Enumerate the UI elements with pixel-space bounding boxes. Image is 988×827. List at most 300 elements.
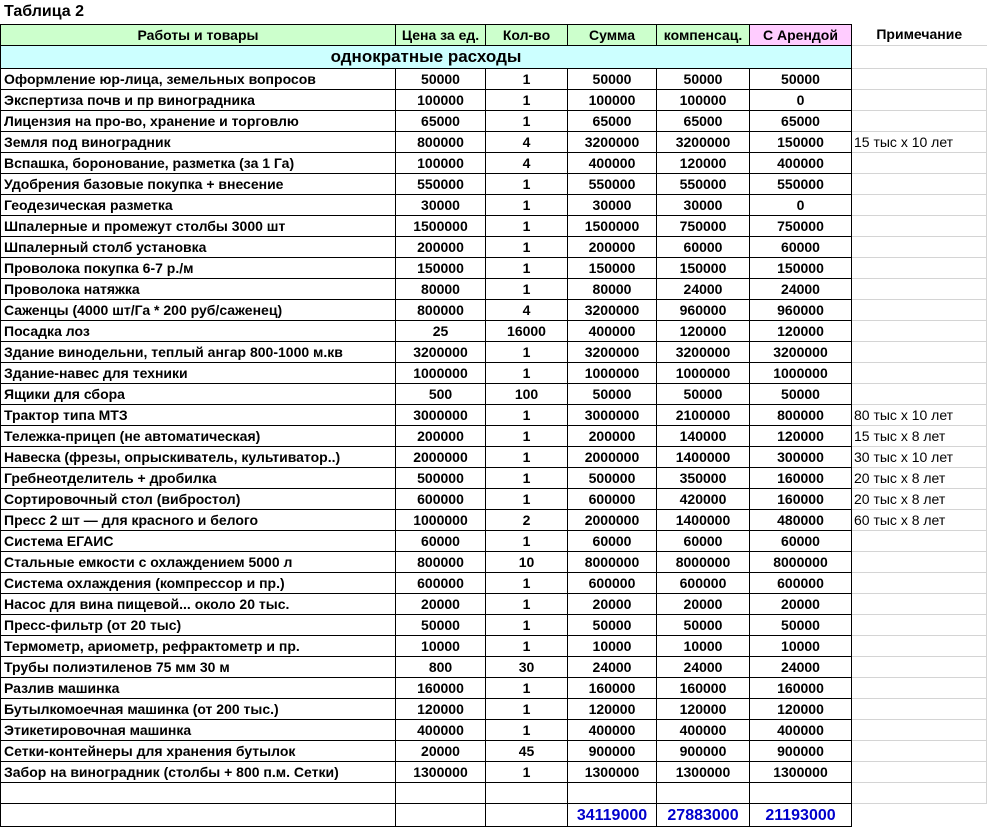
header-row [1,25,987,46]
cell-note[interactable] [852,216,987,237]
cell-price[interactable]: 100000 [396,153,486,174]
cell-qty[interactable]: 16000 [486,321,568,342]
cell-rent[interactable]: 60000 [750,237,852,258]
cell-comp[interactable]: 50000 [657,69,750,90]
total-rent[interactable]: 21193000 [750,804,852,827]
cell-name[interactable]: Удобрения базовые покупка + внесение [1,174,396,195]
cell-comp[interactable]: 400000 [657,720,750,741]
cell-price[interactable]: 10000 [396,636,486,657]
cell-price[interactable]: 2000000 [396,447,486,468]
cell-sum[interactable]: 400000 [568,720,657,741]
cell-note[interactable] [852,657,987,678]
cell-qty[interactable]: 1 [486,342,568,363]
cell-rent[interactable]: 150000 [750,132,852,153]
cell-price[interactable]: 20000 [396,594,486,615]
cell-rent[interactable]: 960000 [750,300,852,321]
cell-price[interactable]: 500000 [396,468,486,489]
cell-rent[interactable]: 480000 [750,510,852,531]
cell-sum[interactable]: 400000 [568,153,657,174]
table-row [1,678,987,699]
cell-comp[interactable]: 100000 [657,90,750,111]
cell-sum[interactable]: 50000 [568,384,657,405]
cell-comp[interactable]: 1300000 [657,762,750,783]
cell-name[interactable]: Пресс-фильтр (от 20 тыс) [1,615,396,636]
col-header-name[interactable]: Работы и товары [1,25,396,46]
cell-qty[interactable]: 30 [486,657,568,678]
cell-name[interactable]: Термометр, ариометр, рефрактометр и пр. [1,636,396,657]
cell-name[interactable]: Пресс 2 шт — для красного и белого [1,510,396,531]
cell-note[interactable] [852,573,987,594]
cell-sum[interactable]: 600000 [568,573,657,594]
cell-sum[interactable]: 100000 [568,90,657,111]
cell-qty[interactable]: 1 [486,90,568,111]
cell-price[interactable]: 80000 [396,279,486,300]
cell-sum[interactable]: 20000 [568,594,657,615]
cell-name[interactable]: Саженцы (4000 шт/Га * 200 руб/саженец) [1,300,396,321]
cell-sum[interactable]: 3000000 [568,405,657,426]
cell-name[interactable]: Бутылкомоечная машинка (от 200 тыс.) [1,699,396,720]
cell-sum[interactable]: 150000 [568,258,657,279]
cell-name[interactable]: Здание винодельни, теплый ангар 800-1000 м.кв [1,342,396,363]
cell-qty[interactable]: 4 [486,300,568,321]
col-header-comp[interactable]: компенсац. [657,25,750,46]
cell-comp[interactable]: 8000000 [657,552,750,573]
cell-name[interactable]: Тележка-прицеп (не автоматическая) [1,426,396,447]
cell-qty[interactable]: 1 [486,174,568,195]
table-row [1,363,987,384]
cell-name[interactable]: Шпалерные и промежут столбы 3000 шт [1,216,396,237]
cell-comp[interactable]: 1000000 [657,363,750,384]
cell-sum[interactable]: 50000 [568,69,657,90]
cell-name[interactable]: Земля под виноградник [1,132,396,153]
cell-price[interactable]: 25 [396,321,486,342]
col-header-sum[interactable]: Сумма [568,25,657,46]
table-row [1,741,987,762]
cell-note[interactable] [852,237,987,258]
cell-qty[interactable]: 10 [486,552,568,573]
table-row [1,510,987,531]
table-row [1,426,987,447]
cell-comp[interactable]: 120000 [657,321,750,342]
cell-note[interactable] [852,552,987,573]
cell-price[interactable]: 3000000 [396,405,486,426]
cell-rent[interactable]: 1000000 [750,363,852,384]
cell-note[interactable]: 80 тыс х 10 лет [852,405,987,426]
cell-sum[interactable]: 50000 [568,615,657,636]
cell-qty[interactable]: 4 [486,153,568,174]
table-row [1,321,987,342]
cell-note[interactable] [852,384,987,405]
cell-note[interactable] [852,321,987,342]
cell-note[interactable] [852,90,987,111]
cell-note[interactable]: 60 тыс х 8 лет [852,510,987,531]
total-empty-qty[interactable] [486,804,568,827]
col-header-rent[interactable]: С Арендой [750,25,852,46]
cell-price[interactable]: 800000 [396,132,486,153]
cell-rent[interactable]: 400000 [750,720,852,741]
totals-row [1,804,987,827]
cell-rent[interactable]: 50000 [750,384,852,405]
cell-qty[interactable]: 2 [486,510,568,531]
cell-price[interactable]: 800000 [396,300,486,321]
cell-comp[interactable]: 24000 [657,279,750,300]
table-row [1,552,987,573]
cell-qty[interactable]: 1 [486,216,568,237]
section-note-cell[interactable] [852,46,987,69]
cell-name[interactable]: Вспашка, боронование, разметка (за 1 Га) [1,153,396,174]
cell-sum[interactable]: 400000 [568,321,657,342]
cell-comp[interactable]: 900000 [657,741,750,762]
cell-note[interactable] [852,636,987,657]
cell-note[interactable] [852,762,987,783]
cell-qty[interactable]: 1 [486,678,568,699]
cell-note[interactable] [852,678,987,699]
section-row [1,46,987,69]
col-header-qty[interactable]: Кол-во [486,25,568,46]
cell-note[interactable] [852,174,987,195]
cell-price[interactable]: 50000 [396,69,486,90]
cell-sum[interactable]: 160000 [568,678,657,699]
empty-cell[interactable] [1,783,396,804]
table-row [1,657,987,678]
table-row [1,279,987,300]
cell-price[interactable]: 200000 [396,426,486,447]
table-row [1,69,987,90]
cell-rent[interactable]: 50000 [750,615,852,636]
cell-sum[interactable]: 1300000 [568,762,657,783]
cell-qty[interactable]: 1 [486,573,568,594]
cell-rent[interactable]: 120000 [750,426,852,447]
table-row [1,615,987,636]
cell-price[interactable]: 600000 [396,489,486,510]
cell-qty[interactable]: 1 [486,69,568,90]
table-row [1,720,987,741]
cell-qty[interactable]: 1 [486,594,568,615]
cell-qty[interactable]: 1 [486,111,568,132]
table-row [1,384,987,405]
cell-note[interactable] [852,594,987,615]
cell-sum[interactable]: 200000 [568,426,657,447]
cell-qty[interactable]: 1 [486,762,568,783]
cell-rent[interactable]: 160000 [750,468,852,489]
cell-name[interactable]: Проволока покупка 6-7 р./м [1,258,396,279]
cell-price[interactable]: 65000 [396,111,486,132]
cell-rent[interactable]: 0 [750,195,852,216]
col-header-price[interactable]: Цена за ед. [396,25,486,46]
cell-sum[interactable]: 900000 [568,741,657,762]
cell-note[interactable] [852,699,987,720]
cell-note[interactable]: 20 тыс х 8 лет [852,489,987,510]
cell-sum[interactable]: 60000 [568,531,657,552]
cell-sum[interactable]: 30000 [568,195,657,216]
cell-comp[interactable]: 2100000 [657,405,750,426]
cell-price[interactable]: 550000 [396,174,486,195]
cell-name[interactable]: Оформление юр-лица, земельных вопросов [1,69,396,90]
cell-price[interactable]: 1500000 [396,216,486,237]
cell-sum[interactable]: 200000 [568,237,657,258]
cell-note[interactable] [852,111,987,132]
cell-price[interactable]: 20000 [396,741,486,762]
cell-qty[interactable]: 1 [486,636,568,657]
empty-cell[interactable] [396,783,486,804]
table-row [1,447,987,468]
cell-comp[interactable]: 160000 [657,678,750,699]
cell-comp[interactable]: 600000 [657,573,750,594]
empty-cell[interactable] [852,783,987,804]
table-row [1,699,987,720]
cell-note[interactable]: 20 тыс х 8 лет [852,468,987,489]
cell-note[interactable] [852,279,987,300]
cell-rent[interactable]: 600000 [750,573,852,594]
cell-name[interactable]: Сортировочный стол (вибростол) [1,489,396,510]
table-row [1,342,987,363]
cell-qty[interactable]: 1 [486,426,568,447]
cell-sum[interactable]: 3200000 [568,342,657,363]
table-row [1,216,987,237]
total-empty-price[interactable] [396,804,486,827]
cell-sum[interactable]: 1000000 [568,363,657,384]
cell-price[interactable]: 60000 [396,531,486,552]
cell-sum[interactable]: 550000 [568,174,657,195]
table-row [1,153,987,174]
cell-name[interactable]: Система ЕГАИС [1,531,396,552]
cell-qty[interactable]: 1 [486,237,568,258]
cell-note[interactable]: 30 тыс х 10 лет [852,447,987,468]
cell-sum[interactable]: 65000 [568,111,657,132]
cell-comp[interactable]: 10000 [657,636,750,657]
cell-comp[interactable]: 3200000 [657,342,750,363]
cell-qty[interactable]: 1 [486,720,568,741]
cell-name[interactable]: Разлив машинка [1,678,396,699]
cell-note[interactable] [852,615,987,636]
cell-rent[interactable]: 10000 [750,636,852,657]
cell-rent[interactable]: 24000 [750,657,852,678]
cell-note[interactable] [852,342,987,363]
cell-comp[interactable]: 150000 [657,258,750,279]
cell-comp[interactable]: 1400000 [657,510,750,531]
cell-rent[interactable]: 60000 [750,531,852,552]
cell-comp[interactable]: 60000 [657,237,750,258]
cell-comp[interactable]: 30000 [657,195,750,216]
empty-cell[interactable] [486,783,568,804]
cell-note[interactable] [852,531,987,552]
cost-table [0,24,987,827]
cell-rent[interactable]: 300000 [750,447,852,468]
cell-sum[interactable]: 10000 [568,636,657,657]
sheet-title: Таблица 2 [4,3,85,20]
col-header-note[interactable]: Примечание [852,25,987,46]
cell-price[interactable]: 1000000 [396,510,486,531]
cell-comp[interactable]: 420000 [657,489,750,510]
cell-price[interactable]: 150000 [396,258,486,279]
cell-qty[interactable]: 1 [486,195,568,216]
cell-name[interactable]: Здание-навес для техники [1,363,396,384]
cell-comp[interactable]: 50000 [657,384,750,405]
cell-qty[interactable]: 1 [486,489,568,510]
cell-comp[interactable]: 20000 [657,594,750,615]
cell-rent[interactable]: 160000 [750,678,852,699]
cell-comp[interactable]: 24000 [657,657,750,678]
cell-rent[interactable]: 65000 [750,111,852,132]
cell-note[interactable] [852,300,987,321]
cell-qty[interactable]: 1 [486,405,568,426]
table-row [1,489,987,510]
cell-note[interactable]: 15 тыс х 10 лет [852,132,987,153]
table-row [1,195,987,216]
cell-rent[interactable]: 800000 [750,405,852,426]
cell-name[interactable]: Трубы полиэтиленов 75 мм 30 м [1,657,396,678]
cell-price[interactable]: 400000 [396,720,486,741]
cell-price[interactable]: 120000 [396,699,486,720]
cell-sum[interactable]: 24000 [568,657,657,678]
cell-sum[interactable]: 80000 [568,279,657,300]
table-row [1,258,987,279]
cell-name[interactable]: Лицензия на про-во, хранение и торговлю [1,111,396,132]
cell-note[interactable]: 15 тыс х 8 лет [852,426,987,447]
cell-comp[interactable]: 350000 [657,468,750,489]
total-sum[interactable]: 34119000 [568,804,657,827]
cell-comp[interactable]: 120000 [657,699,750,720]
cell-rent[interactable]: 160000 [750,489,852,510]
cell-sum[interactable]: 600000 [568,489,657,510]
empty-row [1,783,987,804]
cell-comp[interactable]: 120000 [657,153,750,174]
cell-name[interactable]: Посадка лоз [1,321,396,342]
cell-note[interactable] [852,69,987,90]
cell-name[interactable]: Ящики для сбора [1,384,396,405]
cell-price[interactable]: 800 [396,657,486,678]
table-row [1,531,987,552]
cell-qty[interactable]: 1 [486,363,568,384]
cell-qty[interactable]: 4 [486,132,568,153]
table-row [1,174,987,195]
cell-name[interactable]: Проволока натяжка [1,279,396,300]
table-row [1,237,987,258]
cell-qty[interactable]: 100 [486,384,568,405]
cell-qty[interactable]: 1 [486,258,568,279]
cell-name[interactable]: Сетки-контейнеры для хранения бутылок [1,741,396,762]
empty-cell[interactable] [657,783,750,804]
cell-price[interactable]: 100000 [396,90,486,111]
cell-comp[interactable]: 750000 [657,216,750,237]
cell-comp[interactable]: 1400000 [657,447,750,468]
table-row [1,405,987,426]
cell-sum[interactable]: 500000 [568,468,657,489]
total-empty-note[interactable] [852,804,987,827]
cell-price[interactable]: 500 [396,384,486,405]
table-row [1,594,987,615]
cell-rent[interactable]: 750000 [750,216,852,237]
cell-name[interactable]: Шпалерный столб установка [1,237,396,258]
cell-note[interactable] [852,153,987,174]
cell-name[interactable]: Гребнеотделитель + дробилка [1,468,396,489]
cell-rent[interactable]: 550000 [750,174,852,195]
cell-qty[interactable]: 1 [486,699,568,720]
cell-name[interactable]: Трактор типа МТЗ [1,405,396,426]
cell-name[interactable]: Этикетировочная машинка [1,720,396,741]
cell-sum[interactable]: 1500000 [568,216,657,237]
table-row [1,636,987,657]
cell-comp[interactable]: 140000 [657,426,750,447]
cell-rent[interactable]: 3200000 [750,342,852,363]
cell-sum[interactable]: 3200000 [568,132,657,153]
cell-rent[interactable]: 120000 [750,699,852,720]
cell-sum[interactable]: 120000 [568,699,657,720]
cell-qty[interactable]: 1 [486,468,568,489]
cell-rent[interactable]: 1300000 [750,762,852,783]
cell-price[interactable]: 3200000 [396,342,486,363]
total-empty-name[interactable] [1,804,396,827]
table-row [1,90,987,111]
table-row [1,573,987,594]
table-row [1,132,987,153]
cell-qty[interactable]: 1 [486,615,568,636]
cell-price[interactable]: 800000 [396,552,486,573]
cell-comp[interactable]: 550000 [657,174,750,195]
cell-note[interactable] [852,363,987,384]
cell-name[interactable]: Стальные емкости с охлаждением 5000 л [1,552,396,573]
cell-price[interactable]: 1300000 [396,762,486,783]
cell-qty[interactable]: 1 [486,279,568,300]
cell-rent[interactable]: 8000000 [750,552,852,573]
cell-sum[interactable]: 3200000 [568,300,657,321]
cell-qty[interactable]: 1 [486,447,568,468]
cell-comp[interactable]: 60000 [657,531,750,552]
cell-rent[interactable]: 24000 [750,279,852,300]
cell-name[interactable]: Насос для вина пищевой... около 20 тыс. [1,594,396,615]
cell-qty[interactable]: 45 [486,741,568,762]
table-row [1,111,987,132]
cell-name[interactable]: Навеска (фрезы, опрыскиватель, культиватор..) [1,447,396,468]
total-comp[interactable]: 27883000 [657,804,750,827]
table-row [1,300,987,321]
cell-price[interactable]: 160000 [396,678,486,699]
section-label[interactable]: однократные расходы [1,46,852,69]
cell-name[interactable]: Система охлаждения (компрессор и пр.) [1,573,396,594]
cell-name[interactable]: Геодезическая разметка [1,195,396,216]
cell-price[interactable]: 1000000 [396,363,486,384]
cell-name[interactable]: Экспертиза почв и пр виноградника [1,90,396,111]
cell-price[interactable]: 30000 [396,195,486,216]
cell-rent[interactable]: 20000 [750,594,852,615]
empty-cell[interactable] [750,783,852,804]
table-row [1,468,987,489]
cell-note[interactable] [852,720,987,741]
cell-sum[interactable]: 2000000 [568,447,657,468]
cell-qty[interactable]: 1 [486,531,568,552]
cell-sum[interactable]: 2000000 [568,510,657,531]
cell-rent[interactable]: 150000 [750,258,852,279]
cell-price[interactable]: 200000 [396,237,486,258]
cell-note[interactable] [852,741,987,762]
cell-note[interactable] [852,195,987,216]
cell-price[interactable]: 50000 [396,615,486,636]
cell-rent[interactable]: 400000 [750,153,852,174]
cell-comp[interactable]: 65000 [657,111,750,132]
cell-comp[interactable]: 960000 [657,300,750,321]
cell-rent[interactable]: 900000 [750,741,852,762]
cell-price[interactable]: 600000 [396,573,486,594]
cell-note[interactable] [852,258,987,279]
cell-name[interactable]: Забор на виноградник (столбы + 800 п.м. Сетки) [1,762,396,783]
cell-rent[interactable]: 120000 [750,321,852,342]
cell-comp[interactable]: 50000 [657,615,750,636]
empty-cell[interactable] [568,783,657,804]
cell-rent[interactable]: 0 [750,90,852,111]
cell-sum[interactable]: 8000000 [568,552,657,573]
cell-comp[interactable]: 3200000 [657,132,750,153]
cell-rent[interactable]: 50000 [750,69,852,90]
